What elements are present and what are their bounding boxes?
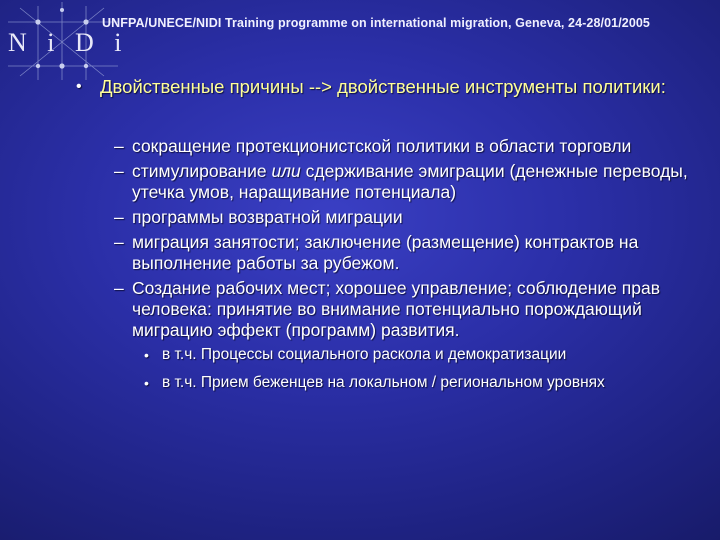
- sub-list-item: [70, 345, 710, 365]
- sub-list-item-text: в т.ч. Процессы социального раскола и демократизации: [162, 346, 567, 363]
- list-item: [70, 207, 710, 228]
- nidi-logo: [0, 0, 129, 82]
- sub-list-item: [70, 373, 710, 393]
- list-item-text: сокращение протекционистской политики в области торговли: [132, 136, 632, 156]
- dash-icon: –: [114, 232, 124, 252]
- list-item-text-emphasis: или: [271, 161, 301, 181]
- header-title: UNFPA/UNECE/NIDI Training programme on international migration, Geneva, 24-28/01/2005: [102, 16, 650, 30]
- list-item: [70, 232, 710, 274]
- main-bullet-text: Двойственные причины --> двойственные инструменты политики:: [100, 76, 666, 97]
- sub-list-item-text: в т.ч. Прием беженцев на локальном / региональном уровнях: [162, 374, 605, 391]
- list-item: [70, 136, 710, 157]
- dash-icon: –: [114, 136, 124, 156]
- main-bullet: [70, 76, 710, 98]
- list-item-text: Создание рабочих мест; хорошее управление; соблюдение прав человека: принятие во внимание потенциально порождающий миграцию эффект (программ) развития.: [132, 278, 661, 340]
- bullet-icon: •: [144, 347, 149, 363]
- dash-icon: –: [114, 161, 124, 181]
- list-item-text-pre: стимулирование: [132, 161, 272, 181]
- logo-text: N i D i: [8, 28, 129, 57]
- list-item-text: программы возвратной миграции: [132, 207, 403, 227]
- bullet-icon: •: [76, 78, 82, 95]
- list-item: [70, 278, 710, 341]
- sub-list: [70, 345, 710, 393]
- list-item-text-post: сдерживание эмиграции (денежные переводы, утечка умов, наращивание потенциала): [132, 161, 688, 202]
- list-item-text: миграция занятости; заключение (размещение) контрактов на выполнение работы за рубежом.: [132, 232, 639, 273]
- dash-icon: –: [114, 207, 124, 227]
- dash-icon: –: [114, 278, 124, 298]
- dash-list: [70, 136, 710, 341]
- bullet-icon: •: [144, 375, 149, 391]
- list-item: [70, 161, 710, 203]
- slide-content: [70, 76, 710, 401]
